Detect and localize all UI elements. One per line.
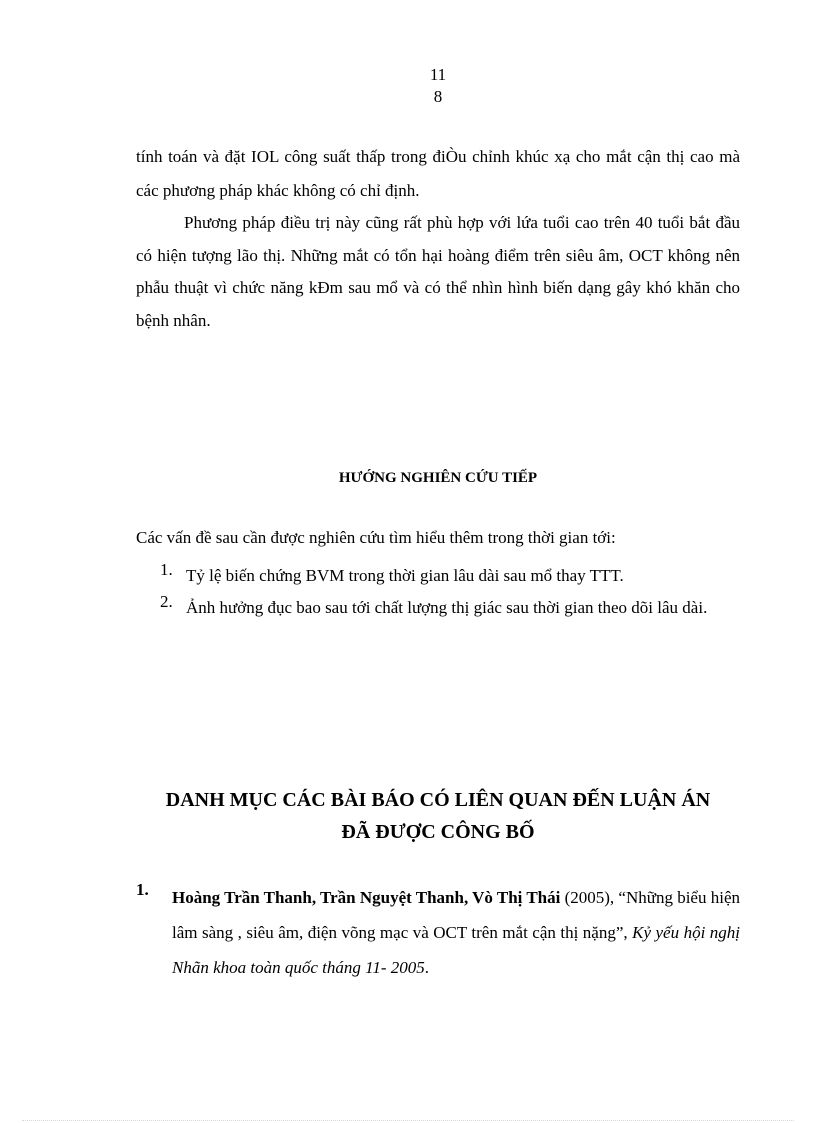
- reference-year: (2005),: [560, 888, 619, 907]
- list-item-number: 2.: [160, 592, 173, 611]
- publications-title-line-2: ĐÃ ĐƯỢC CÔNG BỐ: [341, 821, 535, 843]
- page-number-line-1: 11: [429, 65, 447, 84]
- intro-text: Các vấn đề sau cần được nghiên cứu tìm hiểu thêm trong thời gian tới:: [136, 528, 616, 547]
- reference-article-title: “Những biểu hiện lâm sàng , siêu âm, điện võng mạc và OCT trên mắt cận thị nặng”,: [172, 888, 740, 942]
- page-number: [0, 64, 816, 108]
- list-item-number: 1.: [160, 560, 173, 579]
- page-bottom-divider: [22, 1120, 794, 1121]
- paragraph-1: tính toán và đặt IOL công suất thấp trong điÒu chỉnh khúc xạ cho mắt cận thị cao mà các phương pháp khác không có chỉ định.: [136, 147, 740, 200]
- publications-title-line-1: DANH MỤC CÁC BÀI BÁO CÓ LIÊN QUAN ĐẾN LUẬN ÁN: [165, 789, 711, 811]
- page-number-line-2: 8: [433, 87, 443, 106]
- list-item-text: Tỷ lệ biến chứng BVM trong thời gian lâu dài sau mổ thay TTT.: [186, 566, 624, 585]
- publications-title: [136, 784, 740, 848]
- reference-number: 1.: [136, 880, 149, 899]
- section-heading: HƯỚNG NGHIÊN CỨU TIẾP: [338, 470, 538, 486]
- reference-end: .: [424, 958, 430, 977]
- reference-authors: Hoàng Trần Thanh, Trần Nguyệt Thanh, Vò Thị Thái: [172, 888, 561, 907]
- paragraph-2: Phương pháp điều trị này cũng rất phù hợp với lứa tuổi cao trên 40 tuổi bắt đầu có hiện tượng lão thị. Những mắt có tổn hại hoàng điểm trên siêu âm, OCT không nên phẫu thuật vì chức năng kÐm sau mổ và có thể nhìn hình biến dạng gây khó khăn cho bệnh nhân.: [136, 213, 740, 330]
- reference-journal: Kỷ yếu hội nghị Nhãn khoa toàn quốc tháng 11- 2005: [172, 923, 741, 977]
- list-item-text: Ảnh hưởng đục bao sau tới chất lượng thị giác sau thời gian theo dõi lâu dài.: [186, 598, 708, 617]
- reference-text: [172, 880, 740, 985]
